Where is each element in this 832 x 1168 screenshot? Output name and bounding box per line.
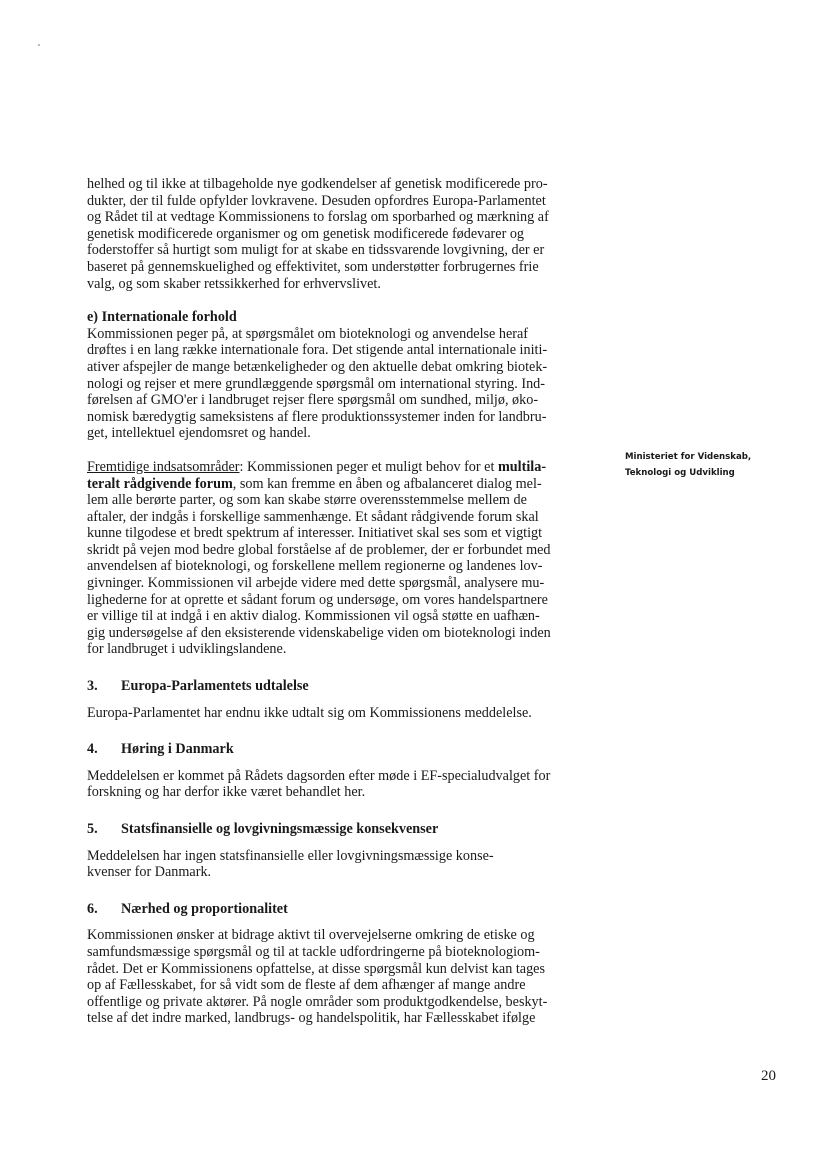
- text-line: anvendelsen af bioteknologi, og forskellene mellem regionerne og landenes lov-: [87, 558, 543, 575]
- text-line: Meddelelsen er kommet på Rådets dagsorden efter møde i EF-specialudvalget for: [87, 767, 551, 784]
- page-number: 20: [761, 1068, 776, 1084]
- section-heading-3: [87, 678, 593, 695]
- text-line: Europa-Parlamentet har endnu ikke udtalt sig om Kommissionens meddelelse.: [87, 704, 532, 721]
- section-5-paragraph: [87, 848, 593, 881]
- section-title: Høring i Danmark: [121, 741, 234, 758]
- text-line: førelsen af GMO'er i landbruget rejser flere spørgsmål om sundhed, miljø, øko-: [87, 392, 539, 409]
- text-line: helhed og til ikke at tilbageholde nye godkendelser af genetisk modificerede pro-: [87, 176, 548, 192]
- sidenote-line: Ministeriet for Videnskab,: [625, 452, 752, 462]
- section-number: 4.: [87, 741, 98, 758]
- text-line: er villige til at indgå i en aktiv dialog. Kommissionen vil også støtte en uafhæn-: [87, 608, 540, 625]
- text-line: dukter, der til fulde opfylder lovkravene. Desuden opfordres Europa-Parlamentet: [87, 192, 546, 209]
- text-line: forskning og har derfor ikke været behandlet her.: [87, 784, 366, 801]
- section-heading-6: [87, 901, 593, 918]
- section-number: 6.: [87, 900, 98, 917]
- text-line: kunne tilgodese et bredt spektrum af interesser. Initiativet skal ses som et vigtigt: [87, 525, 543, 542]
- text-line: ativer afspejler de mange betænkeligheder og den aktuelle debat omkring biotek-: [87, 358, 548, 375]
- body-column: [87, 176, 593, 1027]
- section-3-paragraph: [87, 705, 593, 722]
- text-line: op af Fællesskabet, for så vidt som de fleste af dem afhænger af mange andre: [87, 977, 526, 994]
- text-line: drøftes i en lang række internationale fora. Det stigende antal internationale initi-: [87, 342, 548, 359]
- text-line: telse af det indre marked, landbrugs- og handelspolitik, har Fællesskabet ifølge: [87, 1010, 536, 1027]
- text-line: skridt på vejen mod bedre global forståelse af de problemer, der er forbundet med: [87, 541, 551, 558]
- ministry-sidenote: [625, 449, 825, 481]
- text-line: get, intellektuel ejendomsret og handel.: [87, 425, 311, 442]
- text-line: Fremtidige indsatsområder: Kommissionen peger et muligt behov for et multila-: [87, 458, 547, 475]
- text-line: nomisk bæredygtig sameksistens af flere produktionssystemer inden for landbru-: [87, 408, 547, 425]
- text-line: Kommissionen ønsker at bidrage aktivt til overvejelserne omkring de etiske og: [87, 927, 535, 944]
- section-number: 3.: [87, 678, 98, 695]
- intro-paragraph: [87, 176, 593, 292]
- text-line: kvenser for Danmark.: [87, 864, 212, 881]
- section-title: Nærhed og proportionalitet: [121, 900, 288, 917]
- international-paragraph: [87, 326, 593, 442]
- scan-speck: [38, 44, 40, 46]
- text-line: nologi og rejser et mere grundlæggende spørgsmål om international styring. Ind-: [87, 375, 545, 392]
- section-number: 5.: [87, 821, 98, 837]
- section-heading-5: [87, 821, 593, 838]
- text-line: samfundsmæssige spørgsmål og til at tackle udfordringerne på bioteknologiom-: [87, 943, 540, 960]
- section-title: Statsfinansielle og lovgivningsmæssige konsekvenser: [121, 821, 439, 837]
- text-line: Meddelelsen har ingen statsfinansielle eller lovgivningsmæssige konse-: [87, 847, 494, 864]
- text-line: for landbruget i udviklingslandene.: [87, 641, 287, 658]
- section-6-paragraph: [87, 927, 593, 1027]
- text-line: givninger. Kommissionen vil arbejde videre med dette spørgsmål, analysere mu-: [87, 575, 545, 592]
- text-line: baseret på gennemskuelighed og effektivitet, som understøtter forbrugernes frie: [87, 258, 539, 275]
- text-line: og Rådet til at vedtage Kommissionens to forslag om sporbarhed og mærkning af: [87, 209, 549, 226]
- text-line: teralt rådgivende forum, som kan fremme en åben og afbalanceret dialog mel-: [87, 475, 542, 492]
- text-line: Kommissionen peger på, at spørgsmålet om bioteknologi og anvendelse heraf: [87, 325, 529, 342]
- section-title: Europa-Parlamentets udtalelse: [121, 678, 309, 695]
- subsection-heading-international: e) Internationale forhold: [87, 309, 237, 326]
- sidenote-line: Teknologi og Udvikling: [625, 468, 735, 478]
- underlined-lead: Fremtidige indsatsområder: [87, 458, 240, 475]
- text-line: foderstoffer så hurtigt som muligt for at skabe en tidssvarende lovgivning, der er: [87, 242, 545, 259]
- section-4-paragraph: [87, 768, 593, 801]
- text-line: aftaler, der indgås i forskellige sammenhænge. Et sådant rådgivende forum skal: [87, 508, 539, 525]
- text-line: valg, og som skaber retssikkerhed for erhvervslivet.: [87, 275, 381, 292]
- text-line: lem alle berørte parter, og som kan skabe større overensstemmelse mellem de: [87, 492, 527, 509]
- text-line: gig undersøgelse af den eksisterende videnskabelige viden om bioteknologi inden: [87, 624, 551, 641]
- bold-term: multila-: [497, 458, 547, 475]
- text-line: genetisk modificerede organismer og om genetisk modificerede fødevarer og: [87, 225, 525, 242]
- bold-term: teralt rådgivende forum: [87, 475, 233, 492]
- future-paragraph: [87, 459, 593, 658]
- text-line: offentlige og private aktører. På nogle områder som produktgodkendelse, beskyt-: [87, 993, 548, 1010]
- section-heading-4: [87, 741, 593, 758]
- text-line: lighederne for at oprette et sådant forum og undersøge, om vores handelspartnere: [87, 591, 548, 608]
- text-line: rådet. Det er Kommissionens opfattelse, at disse spørgsmål kun delvist kan tages: [87, 960, 545, 977]
